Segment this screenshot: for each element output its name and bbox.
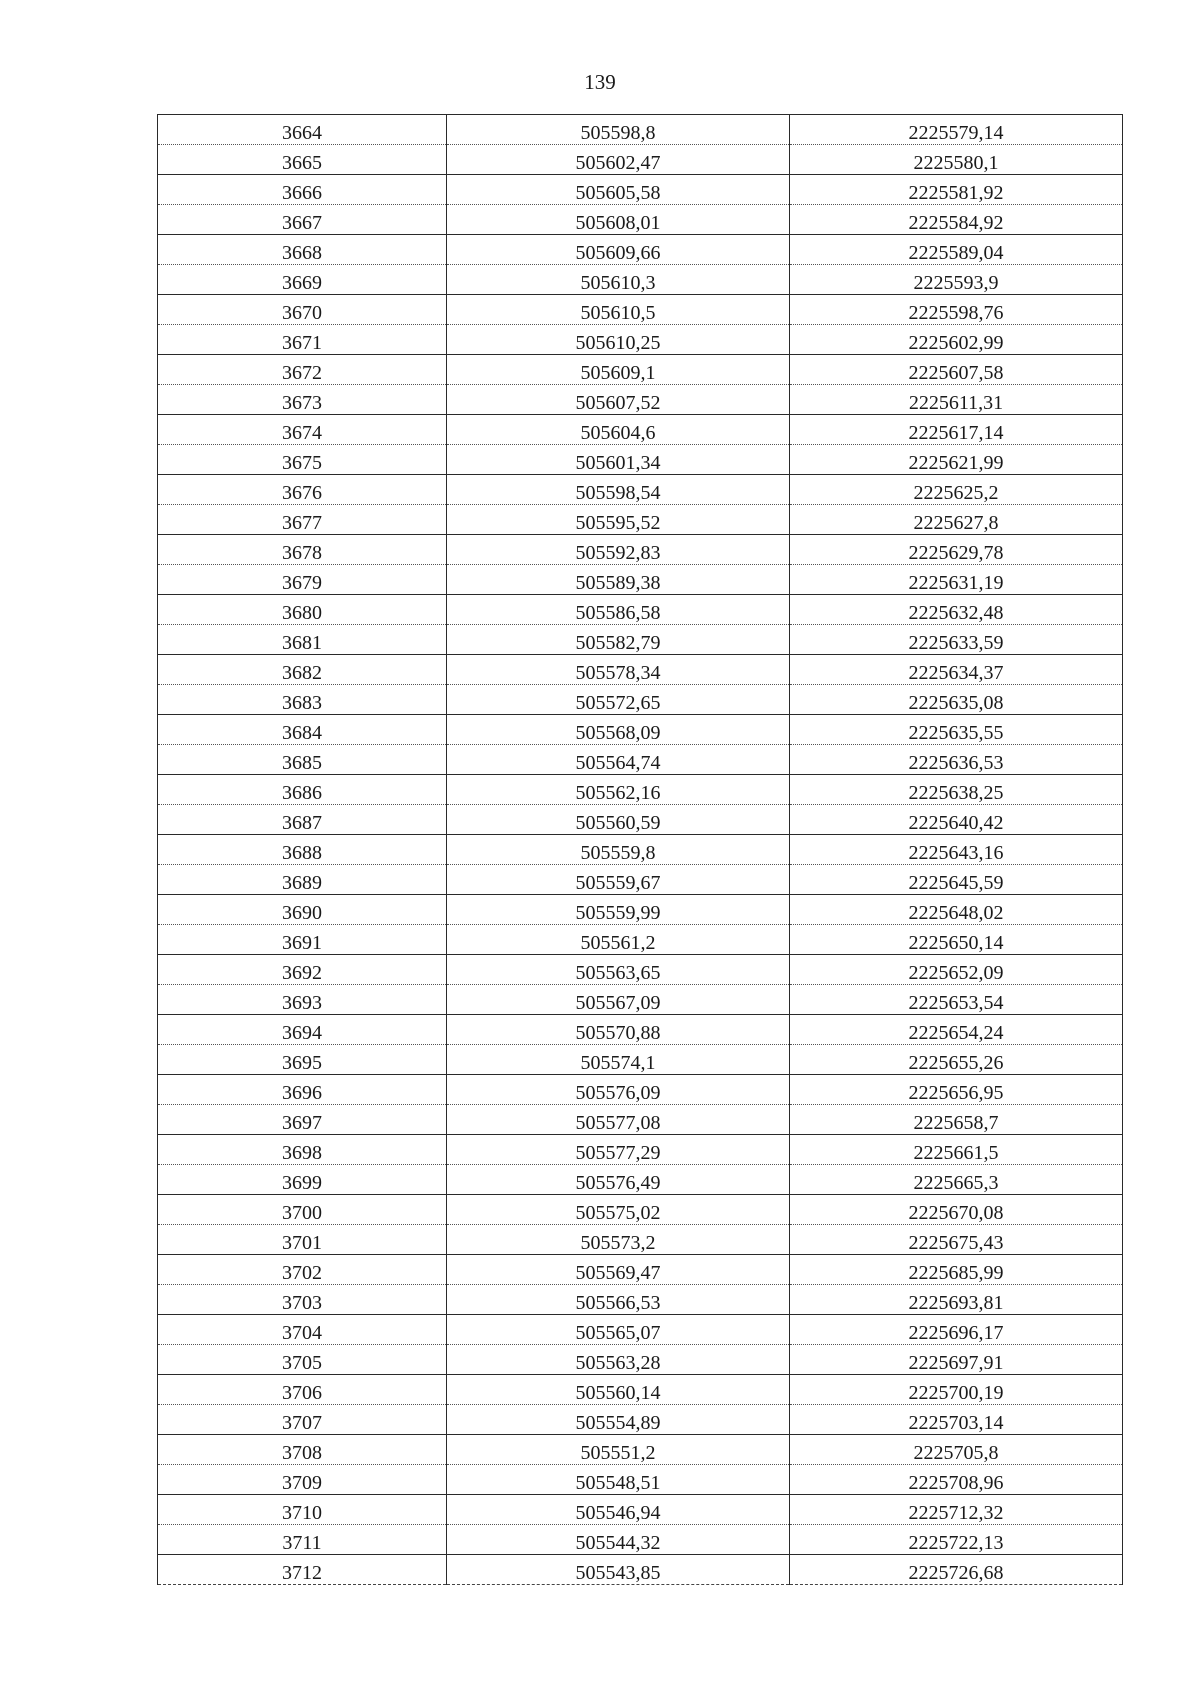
point-number-cell: 3690 [158, 895, 447, 925]
table-row [158, 775, 1123, 805]
point-number-cell: 3667 [158, 205, 447, 235]
y-coordinate-cell: 2225579,14 [790, 115, 1123, 145]
y-coordinate-cell: 2225635,08 [790, 685, 1123, 715]
x-coordinate-cell: 505576,49 [447, 1165, 790, 1195]
y-coordinate-cell: 2225602,99 [790, 325, 1123, 355]
table-row [158, 1045, 1123, 1075]
table-row [158, 1465, 1123, 1495]
point-number-cell: 3683 [158, 685, 447, 715]
x-coordinate-cell: 505543,85 [447, 1555, 790, 1585]
table-row [158, 1375, 1123, 1405]
y-coordinate-cell: 2225653,54 [790, 985, 1123, 1015]
x-coordinate-cell: 505551,2 [447, 1435, 790, 1465]
y-coordinate-cell: 2225658,7 [790, 1105, 1123, 1135]
x-coordinate-cell: 505563,28 [447, 1345, 790, 1375]
y-coordinate-cell: 2225675,43 [790, 1225, 1123, 1255]
point-number-cell: 3681 [158, 625, 447, 655]
point-number-cell: 3675 [158, 445, 447, 475]
y-coordinate-cell: 2225633,59 [790, 625, 1123, 655]
y-coordinate-cell: 2225655,26 [790, 1045, 1123, 1075]
point-number-cell: 3680 [158, 595, 447, 625]
x-coordinate-cell: 505602,47 [447, 145, 790, 175]
table-row [158, 565, 1123, 595]
x-coordinate-cell: 505576,09 [447, 1075, 790, 1105]
y-coordinate-cell: 2225685,99 [790, 1255, 1123, 1285]
point-number-cell: 3668 [158, 235, 447, 265]
point-number-cell: 3695 [158, 1045, 447, 1075]
table-row [158, 145, 1123, 175]
y-coordinate-cell: 2225654,24 [790, 1015, 1123, 1045]
point-number-cell: 3679 [158, 565, 447, 595]
point-number-cell: 3712 [158, 1555, 447, 1585]
y-coordinate-cell: 2225670,08 [790, 1195, 1123, 1225]
coordinates-table [157, 114, 1123, 1585]
table-row [158, 895, 1123, 925]
table-row [158, 235, 1123, 265]
x-coordinate-cell: 505601,34 [447, 445, 790, 475]
y-coordinate-cell: 2225636,53 [790, 745, 1123, 775]
table-row [158, 355, 1123, 385]
x-coordinate-cell: 505608,01 [447, 205, 790, 235]
y-coordinate-cell: 2225631,19 [790, 565, 1123, 595]
table-row [158, 1495, 1123, 1525]
y-coordinate-cell: 2225634,37 [790, 655, 1123, 685]
table-row [158, 175, 1123, 205]
x-coordinate-cell: 505592,83 [447, 535, 790, 565]
point-number-cell: 3691 [158, 925, 447, 955]
y-coordinate-cell: 2225580,1 [790, 145, 1123, 175]
table-row [158, 445, 1123, 475]
x-coordinate-cell: 505610,5 [447, 295, 790, 325]
x-coordinate-cell: 505609,1 [447, 355, 790, 385]
x-coordinate-cell: 505577,08 [447, 1105, 790, 1135]
y-coordinate-cell: 2225581,92 [790, 175, 1123, 205]
y-coordinate-cell: 2225593,9 [790, 265, 1123, 295]
x-coordinate-cell: 505574,1 [447, 1045, 790, 1075]
coordinates-table-body [158, 115, 1123, 1585]
table-row [158, 115, 1123, 145]
point-number-cell: 3676 [158, 475, 447, 505]
table-row [158, 865, 1123, 895]
table-row [158, 1195, 1123, 1225]
point-number-cell: 3699 [158, 1165, 447, 1195]
table-row [158, 1255, 1123, 1285]
point-number-cell: 3689 [158, 865, 447, 895]
y-coordinate-cell: 2225703,14 [790, 1405, 1123, 1435]
table-row [158, 655, 1123, 685]
table-row [158, 325, 1123, 355]
point-number-cell: 3704 [158, 1315, 447, 1345]
y-coordinate-cell: 2225661,5 [790, 1135, 1123, 1165]
point-number-cell: 3673 [158, 385, 447, 415]
point-number-cell: 3703 [158, 1285, 447, 1315]
y-coordinate-cell: 2225722,13 [790, 1525, 1123, 1555]
x-coordinate-cell: 505563,65 [447, 955, 790, 985]
point-number-cell: 3708 [158, 1435, 447, 1465]
x-coordinate-cell: 505568,09 [447, 715, 790, 745]
table-row [158, 1435, 1123, 1465]
point-number-cell: 3688 [158, 835, 447, 865]
table-row [158, 625, 1123, 655]
y-coordinate-cell: 2225611,31 [790, 385, 1123, 415]
point-number-cell: 3669 [158, 265, 447, 295]
x-coordinate-cell: 505578,34 [447, 655, 790, 685]
x-coordinate-cell: 505570,88 [447, 1015, 790, 1045]
table-row [158, 985, 1123, 1015]
table-row [158, 595, 1123, 625]
y-coordinate-cell: 2225617,14 [790, 415, 1123, 445]
y-coordinate-cell: 2225638,25 [790, 775, 1123, 805]
point-number-cell: 3670 [158, 295, 447, 325]
x-coordinate-cell: 505544,32 [447, 1525, 790, 1555]
point-number-cell: 3698 [158, 1135, 447, 1165]
y-coordinate-cell: 2225643,16 [790, 835, 1123, 865]
y-coordinate-cell: 2225665,3 [790, 1165, 1123, 1195]
x-coordinate-cell: 505609,66 [447, 235, 790, 265]
table-row [158, 1075, 1123, 1105]
x-coordinate-cell: 505573,2 [447, 1225, 790, 1255]
x-coordinate-cell: 505575,02 [447, 1195, 790, 1225]
table-row [158, 505, 1123, 535]
point-number-cell: 3696 [158, 1075, 447, 1105]
x-coordinate-cell: 505559,99 [447, 895, 790, 925]
x-coordinate-cell: 505598,54 [447, 475, 790, 505]
x-coordinate-cell: 505607,52 [447, 385, 790, 415]
y-coordinate-cell: 2225632,48 [790, 595, 1123, 625]
y-coordinate-cell: 2225726,68 [790, 1555, 1123, 1585]
x-coordinate-cell: 505559,8 [447, 835, 790, 865]
point-number-cell: 3710 [158, 1495, 447, 1525]
table-row [158, 535, 1123, 565]
point-number-cell: 3697 [158, 1105, 447, 1135]
point-number-cell: 3682 [158, 655, 447, 685]
point-number-cell: 3666 [158, 175, 447, 205]
point-number-cell: 3672 [158, 355, 447, 385]
y-coordinate-cell: 2225712,32 [790, 1495, 1123, 1525]
table-row [158, 955, 1123, 985]
point-number-cell: 3702 [158, 1255, 447, 1285]
point-number-cell: 3707 [158, 1405, 447, 1435]
x-coordinate-cell: 505561,2 [447, 925, 790, 955]
y-coordinate-cell: 2225607,58 [790, 355, 1123, 385]
table-row [158, 1015, 1123, 1045]
x-coordinate-cell: 505586,58 [447, 595, 790, 625]
page-number: 139 [584, 70, 616, 94]
table-row [158, 1405, 1123, 1435]
x-coordinate-cell: 505546,94 [447, 1495, 790, 1525]
table-row [158, 1555, 1123, 1585]
table-row [158, 805, 1123, 835]
y-coordinate-cell: 2225648,02 [790, 895, 1123, 925]
point-number-cell: 3706 [158, 1375, 447, 1405]
y-coordinate-cell: 2225693,81 [790, 1285, 1123, 1315]
x-coordinate-cell: 505604,6 [447, 415, 790, 445]
table-row [158, 925, 1123, 955]
point-number-cell: 3671 [158, 325, 447, 355]
table-row [158, 295, 1123, 325]
table-row [158, 1315, 1123, 1345]
table-row [158, 1285, 1123, 1315]
point-number-cell: 3705 [158, 1345, 447, 1375]
point-number-cell: 3665 [158, 145, 447, 175]
table-row [158, 1525, 1123, 1555]
x-coordinate-cell: 505565,07 [447, 1315, 790, 1345]
x-coordinate-cell: 505567,09 [447, 985, 790, 1015]
point-number-cell: 3687 [158, 805, 447, 835]
x-coordinate-cell: 505598,8 [447, 115, 790, 145]
y-coordinate-cell: 2225700,19 [790, 1375, 1123, 1405]
y-coordinate-cell: 2225708,96 [790, 1465, 1123, 1495]
point-number-cell: 3693 [158, 985, 447, 1015]
x-coordinate-cell: 505548,51 [447, 1465, 790, 1495]
x-coordinate-cell: 505595,52 [447, 505, 790, 535]
x-coordinate-cell: 505610,25 [447, 325, 790, 355]
point-number-cell: 3701 [158, 1225, 447, 1255]
point-number-cell: 3674 [158, 415, 447, 445]
x-coordinate-cell: 505562,16 [447, 775, 790, 805]
x-coordinate-cell: 505559,67 [447, 865, 790, 895]
y-coordinate-cell: 2225589,04 [790, 235, 1123, 265]
y-coordinate-cell: 2225584,92 [790, 205, 1123, 235]
y-coordinate-cell: 2225697,91 [790, 1345, 1123, 1375]
point-number-cell: 3685 [158, 745, 447, 775]
x-coordinate-cell: 505577,29 [447, 1135, 790, 1165]
table-row [158, 415, 1123, 445]
table-row [158, 1225, 1123, 1255]
table-row [158, 265, 1123, 295]
y-coordinate-cell: 2225598,76 [790, 295, 1123, 325]
y-coordinate-cell: 2225696,17 [790, 1315, 1123, 1345]
y-coordinate-cell: 2225652,09 [790, 955, 1123, 985]
point-number-cell: 3711 [158, 1525, 447, 1555]
point-number-cell: 3664 [158, 115, 447, 145]
table-row [158, 1165, 1123, 1195]
x-coordinate-cell: 505560,14 [447, 1375, 790, 1405]
point-number-cell: 3700 [158, 1195, 447, 1225]
point-number-cell: 3692 [158, 955, 447, 985]
x-coordinate-cell: 505582,79 [447, 625, 790, 655]
x-coordinate-cell: 505569,47 [447, 1255, 790, 1285]
y-coordinate-cell: 2225629,78 [790, 535, 1123, 565]
point-number-cell: 3694 [158, 1015, 447, 1045]
x-coordinate-cell: 505560,59 [447, 805, 790, 835]
table-row [158, 1345, 1123, 1375]
table-row [158, 475, 1123, 505]
table-row [158, 385, 1123, 415]
table-row [158, 715, 1123, 745]
y-coordinate-cell: 2225635,55 [790, 715, 1123, 745]
x-coordinate-cell: 505554,89 [447, 1405, 790, 1435]
y-coordinate-cell: 2225645,59 [790, 865, 1123, 895]
y-coordinate-cell: 2225640,42 [790, 805, 1123, 835]
table-row [158, 835, 1123, 865]
x-coordinate-cell: 505589,38 [447, 565, 790, 595]
point-number-cell: 3678 [158, 535, 447, 565]
y-coordinate-cell: 2225627,8 [790, 505, 1123, 535]
point-number-cell: 3684 [158, 715, 447, 745]
x-coordinate-cell: 505572,65 [447, 685, 790, 715]
point-number-cell: 3686 [158, 775, 447, 805]
table-row [158, 205, 1123, 235]
point-number-cell: 3677 [158, 505, 447, 535]
x-coordinate-cell: 505610,3 [447, 265, 790, 295]
table-row [158, 1105, 1123, 1135]
x-coordinate-cell: 505566,53 [447, 1285, 790, 1315]
table-row [158, 745, 1123, 775]
point-number-cell: 3709 [158, 1465, 447, 1495]
x-coordinate-cell: 505605,58 [447, 175, 790, 205]
y-coordinate-cell: 2225621,99 [790, 445, 1123, 475]
table-row [158, 685, 1123, 715]
y-coordinate-cell: 2225705,8 [790, 1435, 1123, 1465]
y-coordinate-cell: 2225650,14 [790, 925, 1123, 955]
y-coordinate-cell: 2225625,2 [790, 475, 1123, 505]
y-coordinate-cell: 2225656,95 [790, 1075, 1123, 1105]
table-row [158, 1135, 1123, 1165]
x-coordinate-cell: 505564,74 [447, 745, 790, 775]
